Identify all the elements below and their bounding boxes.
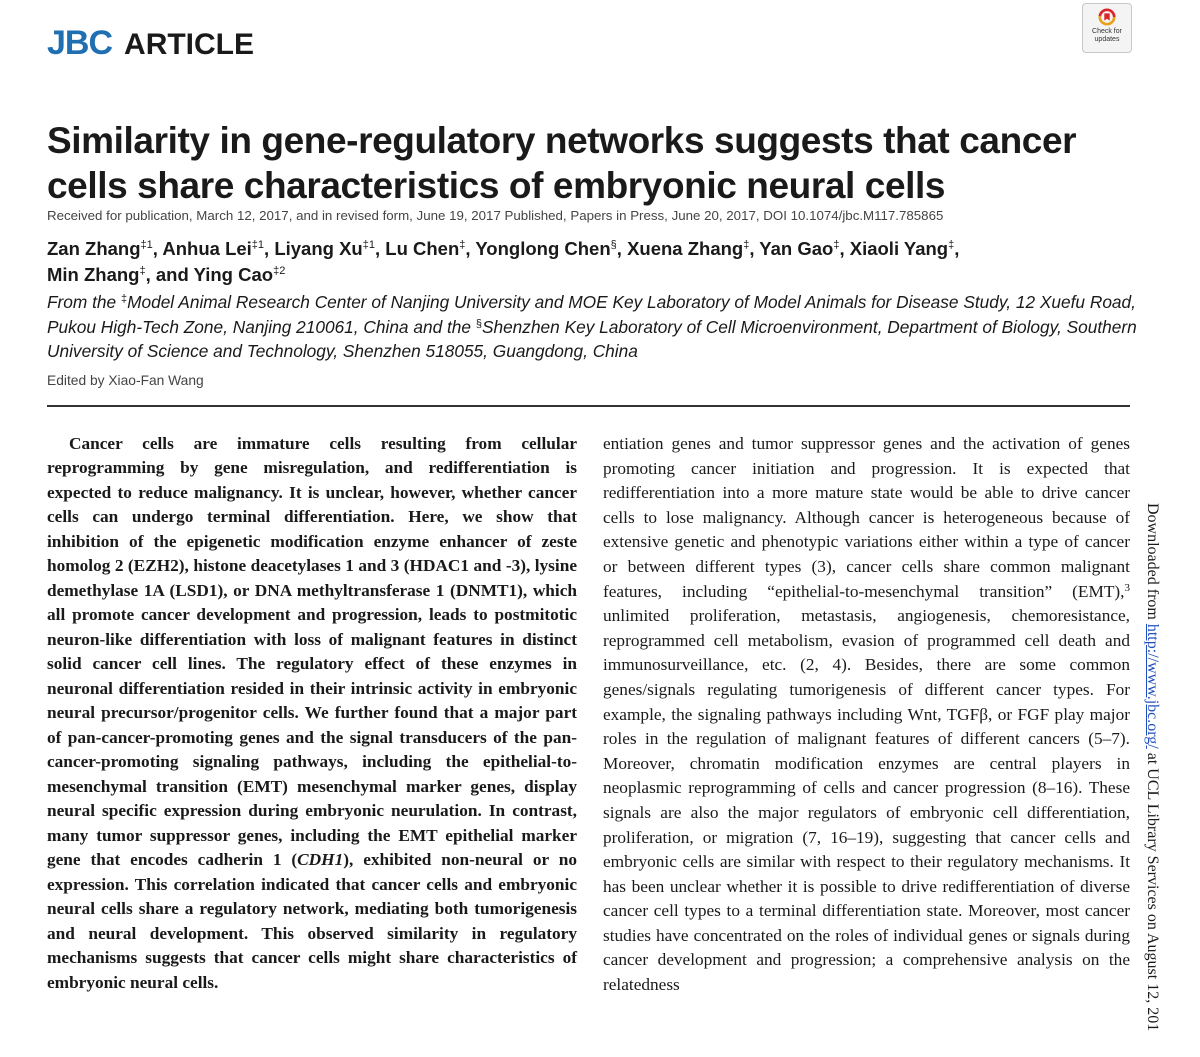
header-divider	[47, 405, 1130, 407]
author-separator: ,	[839, 238, 850, 259]
edited-by: Edited by Xiao-Fan Wang	[47, 373, 204, 388]
author-name[interactable]: Liyang Xu	[274, 238, 363, 259]
author-affiliation-mark: ‡	[948, 239, 955, 251]
author-affiliation-mark: §	[610, 239, 617, 251]
affiliation-text: Model Animal Research Center of Nanjing University and MOE Key Laboratory of Model Animals for Disease Study, 12 Xuefu Road, Pukou High-Tech Zone, Nanjing 210061, China and the	[47, 292, 1136, 337]
author-separator: ,	[264, 238, 275, 259]
author-affiliation-mark: ‡2	[273, 265, 286, 277]
author-affiliation-mark: ‡1	[362, 239, 375, 251]
download-notice	[1143, 503, 1161, 1031]
check-for-updates-button[interactable]	[1082, 3, 1132, 53]
author-separator: ,	[749, 238, 760, 259]
check-updates-label: Check for updates	[1092, 28, 1122, 43]
jbc-site-link[interactable]: http://www.jbc.org/	[1144, 623, 1161, 749]
download-notice-prefix: Downloaded from	[1144, 503, 1161, 624]
author-list	[47, 236, 1147, 288]
author-name[interactable]: Ying Cao	[193, 264, 274, 285]
publication-info: Received for publication, March 12, 2017, and in revised form, June 19, 2017 Published, Papers in Press, June 20, 2017, DOI 10.1074/jbc.M117.785865	[47, 208, 944, 223]
jbc-logo: JBC	[47, 24, 113, 62]
author-name[interactable]: Anhua Lei	[162, 238, 252, 259]
author-separator: , and	[145, 264, 194, 285]
author-affiliation-mark: ‡	[459, 239, 466, 251]
author-name[interactable]: Xuena Zhang	[627, 238, 744, 259]
gene-name: CDH1	[297, 850, 344, 870]
author-separator: ,	[465, 238, 476, 259]
affiliation-mark: §	[475, 317, 482, 330]
author-separator: ,	[374, 238, 386, 259]
abstract	[47, 432, 577, 995]
paper-title: Similarity in gene-regulatory networks suggests that cancer cells share characteristics of embryonic neural cells	[47, 120, 1077, 206]
body-text: entiation genes and tumor suppressor genes and the activation of genes promoting cancer initiation and progression. It is expected that redifferentiation into a more mature state would be able to drive cancer cells to lose malignancy. Although cancer is heterogeneous because of extensive genetic and phenotypic variations either within a type of cancer or between different types (3), cancer cells share common malignant features, including “epithelial-to-mesenchymal transition” (EMT),	[603, 434, 1130, 601]
affiliation-prefix: From the	[47, 292, 121, 312]
author-separator: ,	[954, 238, 960, 259]
author-name[interactable]: Zan Zhang	[47, 238, 141, 259]
author-affiliation-mark: ‡	[833, 239, 840, 251]
author-name[interactable]: Yonglong Chen	[475, 238, 611, 259]
abstract-text: ), exhibited non-neural or no expression. This correlation indicated that cancer cells and embryonic neural cells share a regulatory network, mediating both tumorigenesis and neural development. This observed similarity in regulatory mechanisms suggests that cancer cells might share characteristics of embryonic neural cells.	[47, 850, 577, 992]
author-name[interactable]: Min Zhang	[47, 264, 140, 285]
body-text: unlimited proliferation, metastasis, angiogenesis, chemoresistance, reprogrammed cell metabolism, evasion of programmed cell death and immunosurveillance, etc. (2, 4). Besides, there are some common genes/signals regulating tumorigenesis of different cancer types. For example, the signaling pathways including Wnt, TGFβ, or FGF play major roles in the regulation of malignant features of different cancers (5–7). Moreover, chromatin modification enzymes are central players in neoplasmic reprogramming of cells and cancer progression (8–16). These signals are also the major regulators of embryonic cell differentiation, proliferation, or migration (7, 16–19), suggesting that cancer cells and embryonic cells are similar with respect to their regulatory mechanisms. It has been unclear whether it is possible to drive redifferentiation of diverse cancer cell types to a terminal differentiation state. Moreover, most cancer studies have concentrated on the roles of individual genes or signals during cancer development and progression; a comprehensive analysis on the relatedness	[603, 606, 1130, 995]
body-text-column	[603, 432, 1130, 998]
abstract-text: Cancer cells are immature cells resulting from cellular reprogramming by gene misregulation, and redifferentiation is expected to reduce malignancy. It is unclear, however, whether cancer cells can undergo terminal differentiation. Here, we show that inhibition of the epigenetic modification enzyme enhancer of zeste homolog 2 (EZH2), histone deacetylases 1 and 3 (HDAC1 and -3), lysine demethylase 1A (LSD1), or DNA methyltransferase 1 (DNMT1), which all promote cancer development and progression, leads to postmitotic neuron-like differentiation with loss of malignant features in distinct solid cancer cell lines. The regulatory effect of these enzymes in neuronal differentiation resided in their intrinsic activity in embryonic neural precursor/progenitor cells. We further found that a major part of pan-cancer-promoting genes and the signal transducers of the pan-cancer-promoting signaling pathways, including the epithelial-to-mesenchymal transition (EMT) mesenchymal marker genes, display neural specific expression during embryonic neurulation. In contrast, many tumor suppressor genes, including the EMT epithelial marker gene that encodes cadherin 1 (	[47, 434, 577, 870]
author-separator: ,	[616, 238, 628, 259]
author-name[interactable]: Yan Gao	[759, 238, 834, 259]
affiliation-block	[47, 290, 1157, 364]
check-updates-icon	[1098, 8, 1116, 26]
download-notice-suffix: at UCL Library Services on August 12, 201	[1144, 748, 1161, 1032]
author-affiliation-mark: ‡	[743, 239, 750, 251]
affiliation-mark: ‡	[120, 293, 128, 305]
author-affiliation-mark: ‡	[139, 265, 146, 277]
author-name[interactable]: Lu Chen	[385, 238, 460, 259]
article-type-label: ARTICLE	[124, 28, 255, 61]
affiliation-text: Shenzhen Key Laboratory of Cell Microenvironment, Department of Biology, Southern University of Science and Technology, Shenzhen 518055, Guangdong, China	[47, 316, 1137, 361]
author-name[interactable]: Xiaoli Yang	[849, 238, 949, 259]
author-separator: ,	[152, 238, 163, 259]
author-affiliation-mark: ‡1	[251, 239, 265, 251]
author-affiliation-mark: ‡1	[140, 239, 153, 251]
footnote-mark[interactable]: 3	[1124, 581, 1130, 594]
journal-header	[47, 24, 254, 64]
